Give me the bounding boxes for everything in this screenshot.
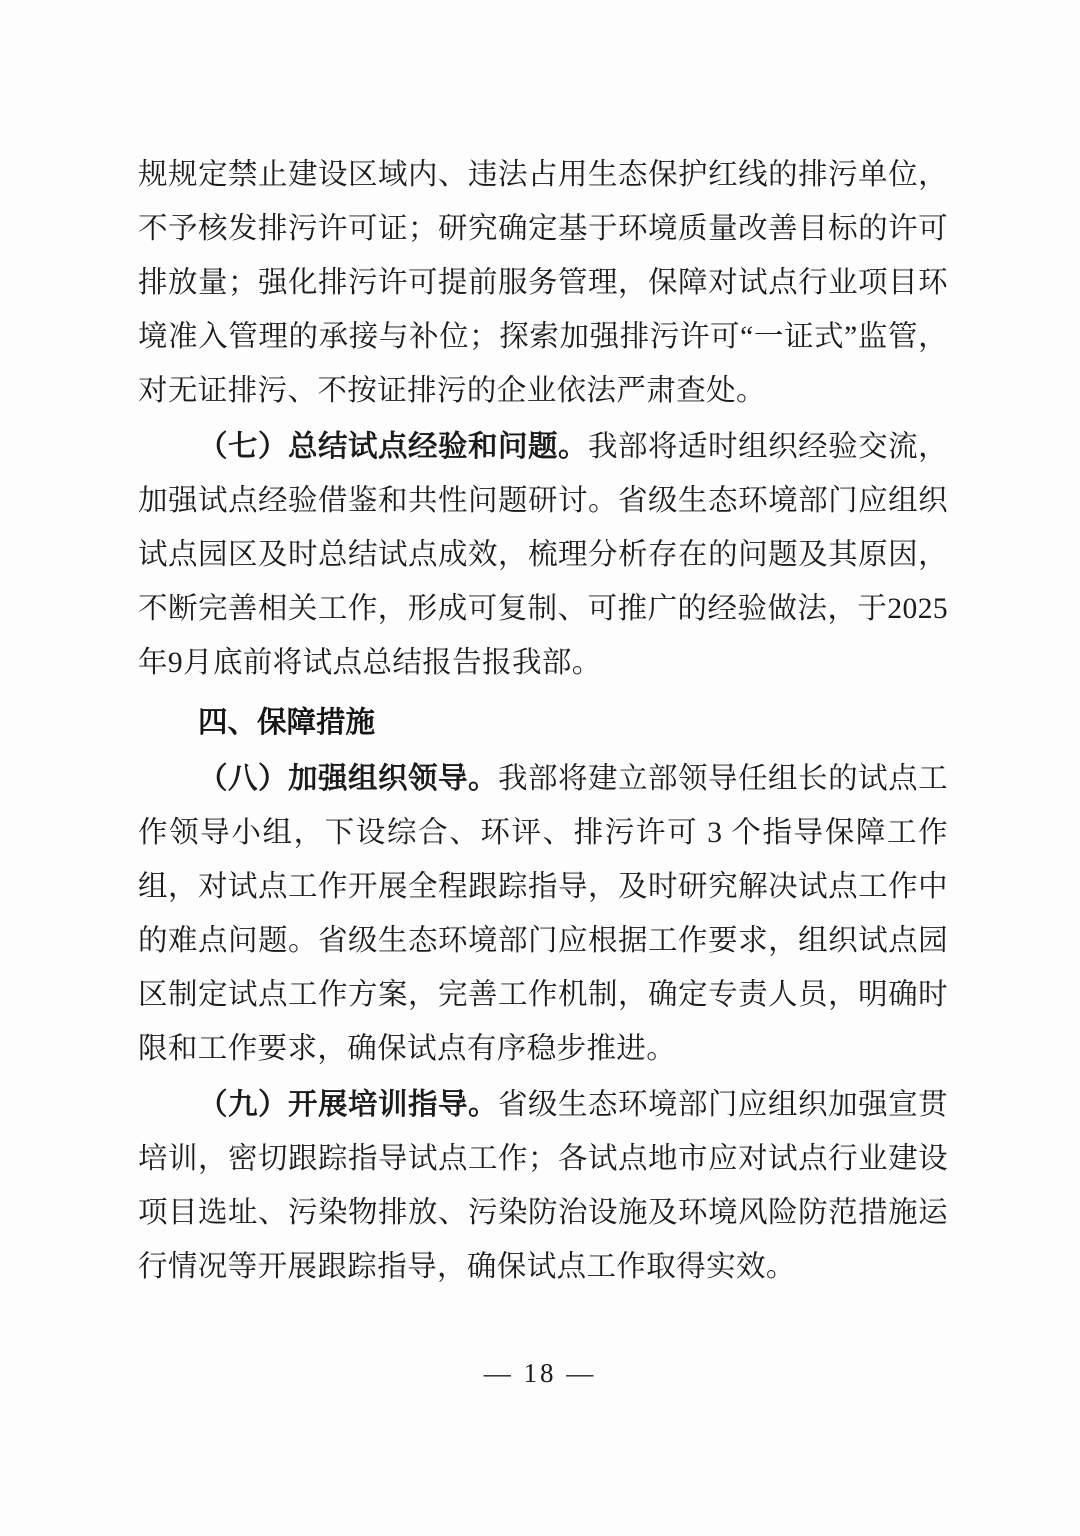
paragraph-item-nine bbox=[138, 1078, 948, 1294]
paragraph-continued bbox=[138, 148, 948, 418]
page-number: — 18 — bbox=[483, 1358, 597, 1388]
paragraph-item-nine-heading: （九）开展培训指导。 bbox=[198, 1089, 499, 1121]
section-heading-four: 四、保障措施 bbox=[198, 707, 376, 739]
paragraph-item-eight-heading: （八）加强组织领导。 bbox=[198, 763, 499, 795]
paragraph-continued-text: 规规定禁止建设区域内、违法占用生态保护红线的排污单位，不予核发排污许可证；研究确定基于环境质量改善目标的许可排放量；强化排污许可提前服务管理，保障对试点行业项目环境准入管理的承接与补位；探索加强排污许可“一证式”监管，对无证排污、不按证排污的企业依法严肃查处。 bbox=[138, 159, 948, 407]
paragraph-item-seven bbox=[138, 420, 948, 690]
paragraph-item-eight-text: 我部将建立部领导任组长的试点工作领导小组，下设综合、环评、排污许可 3 个指导保障工作组，对试点工作开展全程跟踪指导，及时研究解决试点工作中的难点问题。省级生态环境部门应根据工作要求，组织试点园区制定试点工作方案，完善工作机制，确定专责人员，明确时限和工作要求，确保试点有序稳步推进。 bbox=[138, 763, 948, 1065]
paragraph-item-seven-heading: （七）总结试点经验和问题。 bbox=[198, 431, 589, 463]
paragraph-item-nine-text: 省级生态环境部门应组织加强宣贯培训，密切跟踪指导试点工作；各试点地市应对试点行业建设项目选址、污染物排放、污染防治设施及环境风险防范措施运行情况等开展跟踪指导，确保试点工作取得实效。 bbox=[138, 1089, 948, 1283]
paragraph-item-seven-text: 我部将适时组织经验交流，加强试点经验借鉴和共性问题研讨。省级生态环境部门应组织试点园区及时总结试点成效，梳理分析存在的问题及其原因，不断完善相关工作，形成可复制、可推广的经验做法，于2025年9月底前将试点总结报告报我部。 bbox=[138, 431, 948, 679]
paragraph-item-eight bbox=[138, 752, 948, 1076]
document-body bbox=[138, 148, 948, 1294]
